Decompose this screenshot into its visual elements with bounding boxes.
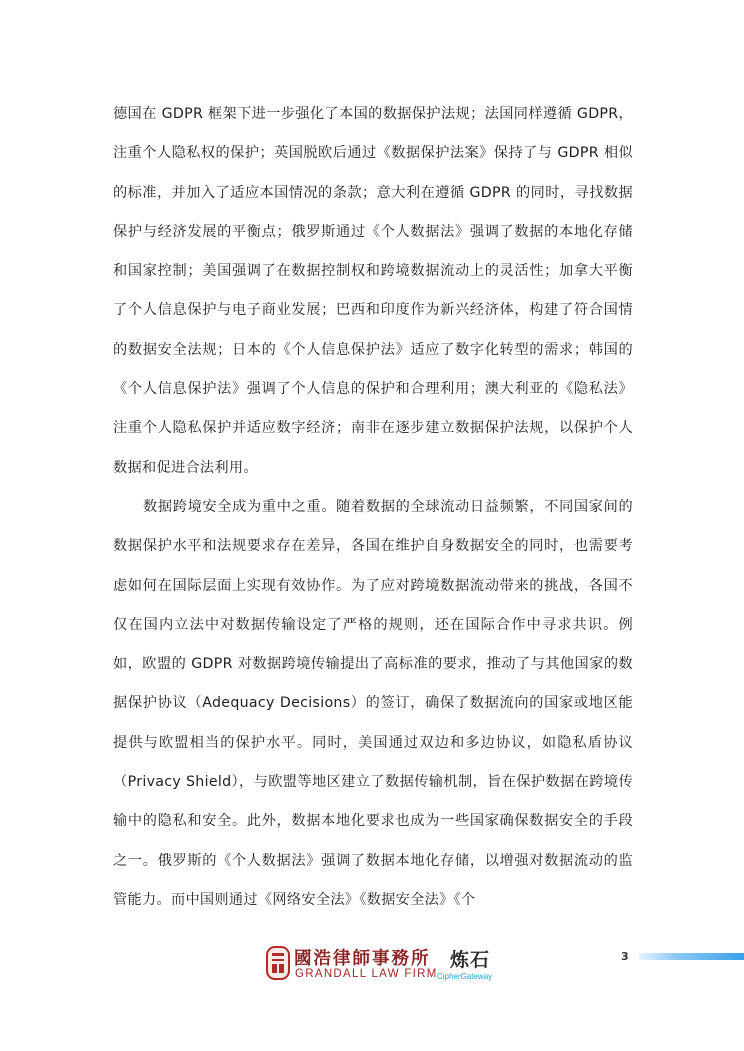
partner-logo-en: CipherGateway <box>437 972 493 981</box>
paragraph: 数据跨境安全成为重中之重。随着数据的全球流动日益频繁，不同国家间的数据保护水平和法规要求存在差异，各国在维护自身数据安全的同时，也需要考虑如何在国际层面上实现有效协作。为了应对跨境数据流动带来的挑战，各国不仅在国内立法中对数据传输设定了严格的规则，还在国际合作中寻求共识。例如，欧盟的 GDPR 对数据跨境传输提出了高标准的要求，推动了与其他国家的数据保护协议（Adequacy Decisions）的签订，确保了数据流向的国家或地区能提供与欧盟相当的保护水平。同时，美国通过双边和多边协议，如隐私盾协议（Privacy Shield），与欧盟等地区建立了数据传输机制，旨在保护数据在跨境传输中的隐私和安全。此外，数据本地化要求也成为一些国家确保数据安全的手段之一。俄罗斯的《个人数据法》强调了数据本地化存储，以增强对数据流动的监管能力。而中国则通过《网络安全法》《数据安全法》《个 <box>113 498 633 908</box>
page-accent-bar <box>639 953 744 960</box>
firm-name-cn: 國浩律師事務所 <box>294 949 431 969</box>
firm-name-en: GRANDALL LAW FIRM <box>295 968 438 980</box>
page-number: 3 <box>621 950 629 963</box>
partner-logo-cn: 炼石 <box>450 949 491 971</box>
seal-logo-icon <box>266 946 290 980</box>
paragraph: 德国在 GDPR 框架下进一步强化了本国的数据保护法规；法国同样遵循 GDPR，注重个人隐私权的保护；英国脱欧后通过《数据保护法案》保持了与 GDPR 相似的标准，并加入了适应本国情况的条款；意大利在遵循 GDPR 的同时，寻找数据保护与经济发展的平衡点；俄罗斯通过《个人数据法》强调了数据的本地化存储和国家控制；美国强调了在数据控制权和跨境数据流动上的灵活性；加拿大平衡了个人信息保护与电子商业发展；巴西和印度作为新兴经济体，构建了符合国情的数据安全法规；日本的《个人信息保护法》适应了数字化转型的需求；韩国的《个人信息保护法》强调了个人信息的保护和合理利用；澳大利亚的《隐私法》注重个人隐私保护并适应数字经济；南非在逐步建立数据保护法规，以保护个人数据和促进合法利用。 <box>113 106 633 476</box>
main-content <box>113 95 633 920</box>
